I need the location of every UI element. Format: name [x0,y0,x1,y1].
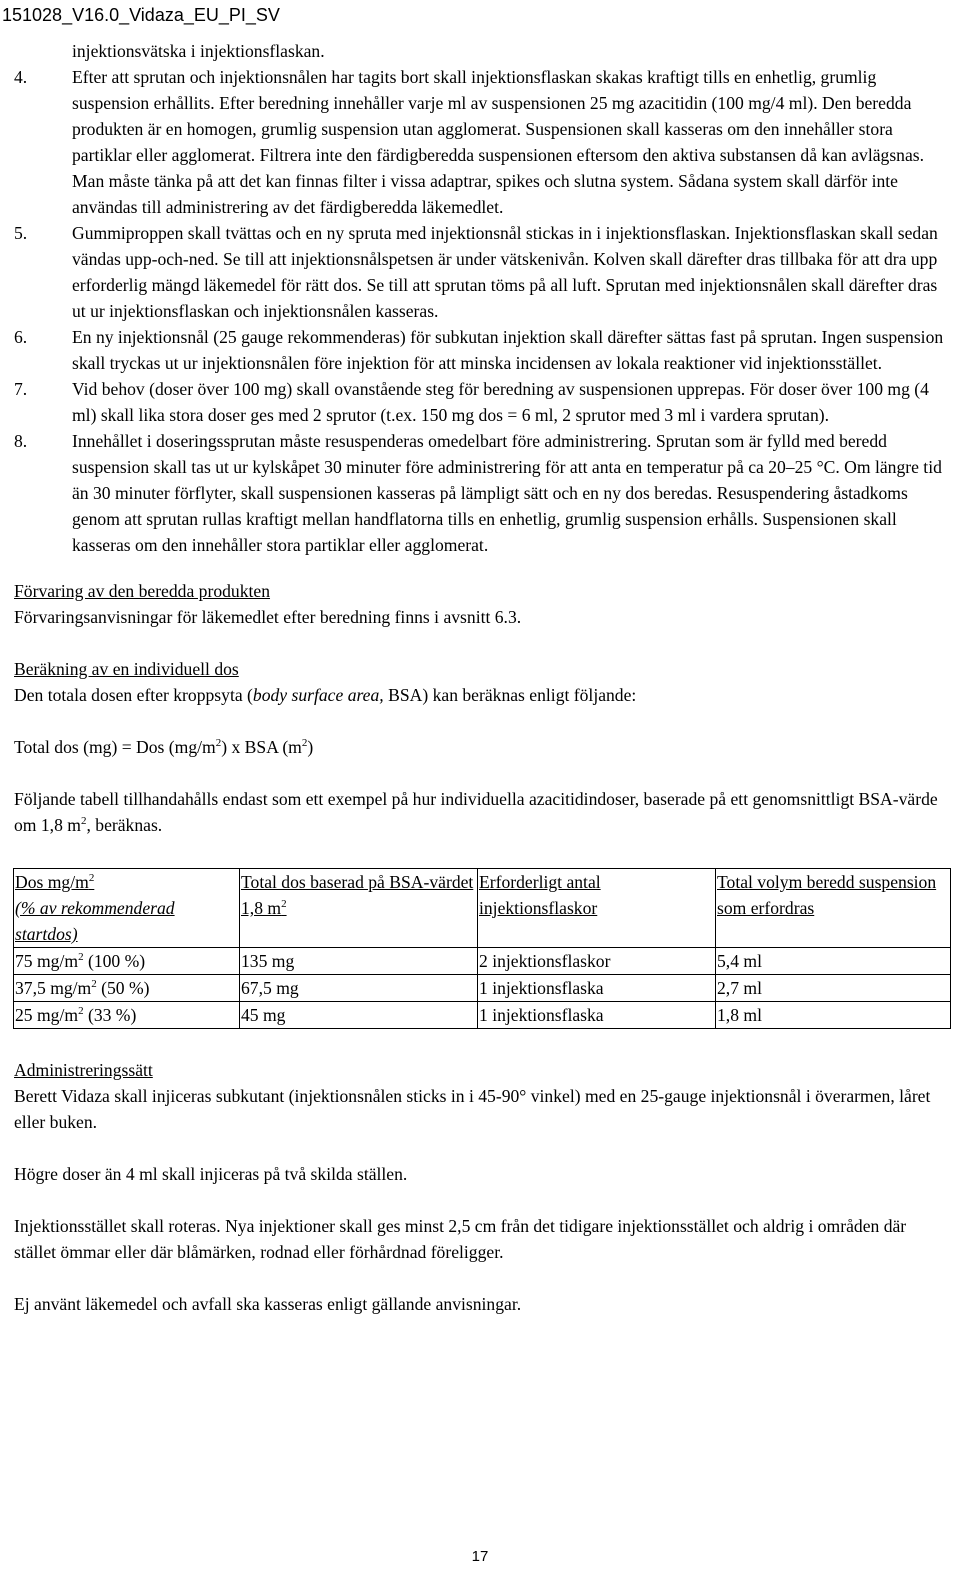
step-4 [14,64,950,220]
cell-vials: 1 injektionsflaska [478,1002,716,1029]
table-intro [14,786,950,838]
step-number: 8. [14,431,28,451]
cell-total: 135 mg [240,948,478,975]
admin-paragraph-3: Injektionsstället skall roteras. Nya injektioner skall ges minst 2,5 cm från det tidigare injektionsstället och aldrig i områden där stället ömmar eller där blåmärken, rodnad eller förhårdnad föreligger. [14,1216,907,1262]
step-8 [14,428,950,558]
cell-dose [14,975,240,1002]
calc-intro-italic: body surface area, [252,685,384,705]
cell-dose-percent: (100 %) [83,951,146,971]
step-text: En ny injektionsnål (25 gauge rekommenderas) för subkutan injektion skall därefter sättas fast på sprutan. Ingen suspension skall tryckas ut ur injektionsnålen före injektion för att minska incidensen av lokala reaktioner vid injektionsstället. [72,327,944,373]
cell-dose-percent: (33 %) [83,1005,137,1025]
step-number: 4. [14,67,28,87]
dose-formula [14,734,950,760]
table-intro-part: Följande tabell tillhandahålls endast som ett exempel på hur individuella azacitidindoser, baserade på ett genomsnittligt BSA-värde om 1,8 m [14,789,938,835]
admin-paragraph-1: Berett Vidaza skall injiceras subkutant (injektionsnålen sticks in i 45-90° vinkel) med en 25-gauge injektionsnål i överarmen, låret eller buken. [14,1086,931,1132]
cell-dose-superscript: 2 [78,951,84,963]
calc-intro-part: Den totala dosen efter kroppsyta ( [14,685,253,705]
formula-part: ) [307,737,314,757]
header-dose-text: Dos mg/m [15,872,89,892]
step-number: 7. [14,379,28,399]
table-header-row [14,869,951,948]
header-volume: Total volym beredd suspension som erfordras [716,869,951,948]
page-number: 17 [471,1548,489,1565]
cell-vials: 1 injektionsflaska [478,975,716,1002]
step-7 [14,376,950,428]
cell-dose-superscript: 2 [78,1005,84,1017]
storage-text: Förvaringsanvisningar för läkemedlet efter beredning finns i avsnitt 6.3. [14,607,522,627]
admin-paragraph-4: Ej använt läkemedel och avfall ska kasseras enligt gällande anvisningar. [14,1294,522,1314]
cell-volume: 2,7 ml [716,975,951,1002]
cell-dose-superscript: 2 [91,978,97,990]
step-6 [14,324,950,376]
cell-dose [14,1002,240,1029]
header-dose-italic: (% av rekommenderad startdos) [15,898,175,944]
header-total-text: Total dos baserad på BSA-värdet 1,8 m [241,872,474,918]
step-text: Efter att sprutan och injektionsnålen har tagits bort skall injektionsflaskan skakas kraftigt tills en enhetlig, grumlig suspension erhållits. Efter beredning innehåller varje ml av suspensionen 25 mg azacitidin (100 mg/4 ml). Den beredda produkten är en homogen, grumlig suspension utan agglomerat. Suspensionen skall kasseras om den innehåller stora partiklar eller agglomerat. Filtrera inte den färdigberedda suspensionen eftersom den aktiva substansen då kan avlägsnas. Man måste tänka på att det kan finnas filter i vissa adaptrar, spikes och slutna system. Sådana system skall därför inte användas till administrering av det färdigberedda läkemedlet. [72,67,925,217]
admin-heading: Administreringssätt [14,1060,153,1080]
formula-superscript: 2 [301,737,308,749]
document-page [14,38,950,1317]
table-row [14,1002,951,1029]
admin-paragraph-2: Högre doser än 4 ml skall injiceras på två skilda ställen. [14,1164,408,1184]
header-vials: Erforderligt antal injektionsflaskor [478,869,716,948]
step-text: Gummiproppen skall tvättas och en ny spruta med injektionsnål stickas in i injektionsflaskan. Injektionsflaskan skall sedan vändas upp-och-ned. Se till att injektionsnålspetsen är under vätskenivån. Kolven skall därefter dras tillbaka för att dra upp erforderlig mängd läkemedel för rätt dos. Se till att sprutan töms på all luft. Sprutan med injektionsnålen skall därefter dras ut ur injektionsflaskan och injektionsnålen kasseras. [72,223,938,321]
calc-intro-part: BSA) kan beräknas enligt följande: [383,685,637,705]
table-intro-superscript: 2 [80,815,87,827]
document-id-header: 151028_V16.0_Vidaza_EU_PI_SV [2,5,280,25]
cell-total: 45 mg [240,1002,478,1029]
dose-table [13,868,951,1029]
step-5 [14,220,950,324]
step-text: Vid behov (doser över 100 mg) skall ovanstående steg för beredning av suspensionen upprepas. För doser över 100 mg (4 ml) skall lika stora doser ges med 2 sprutor (t.ex. 150 mg dos = 6 ml, 2 sprutor med 3 ml i vardera sprutan). [72,379,929,425]
cell-total: 67,5 mg [240,975,478,1002]
step-continuation [14,38,950,64]
cell-dose-percent: (50 %) [96,978,150,998]
step-number: 6. [14,327,28,347]
storage-heading: Förvaring av den beredda produkten [14,581,271,601]
formula-superscript: 2 [215,737,222,749]
calc-intro [14,682,950,708]
cell-dose-text: 25 mg/m [15,1005,79,1025]
header-total-superscript: 2 [281,898,287,910]
header-dose-superscript: 2 [88,872,95,884]
cell-dose-text: 75 mg/m [15,951,79,971]
calc-heading: Beräkning av en individuell dos [14,659,239,679]
cell-dose-text: 37,5 mg/m [15,978,92,998]
cell-vials: 2 injektionsflaskor [478,948,716,975]
formula-part: ) x BSA (m [221,737,302,757]
cell-volume: 5,4 ml [716,948,951,975]
table-row [14,948,951,975]
cell-volume: 1,8 ml [716,1002,951,1029]
step-number: 5. [14,223,28,243]
table-row [14,975,951,1002]
formula-part: Total dos (mg) = Dos (mg/m [14,737,216,757]
header-total-dose [240,869,478,948]
header-dose [14,869,240,948]
cell-dose [14,948,240,975]
step-text: Innehållet i doseringssprutan måste resuspenderas omedelbart före administrering. Sprutan som är fylld med beredd suspension skall tas ut ur kylskåpet 30 minuter före administrering för att anta en temperatur på ca 20–25 °C. Om längre tid än 30 minuter förflyter, skall suspensionen kasseras på lämpligt sätt och en ny dos beredas. Resuspendering åstadkoms genom att sprutan rullas kraftigt mellan handflatorna tills en enhetlig, grumlig suspension erhålls. Suspensionen skall kasseras om den innehåller stora partiklar eller agglomerat. [72,431,942,555]
step-continuation-text: injektionsvätska i injektionsflaskan. [72,41,325,61]
table-intro-part: , beräknas. [86,815,163,835]
